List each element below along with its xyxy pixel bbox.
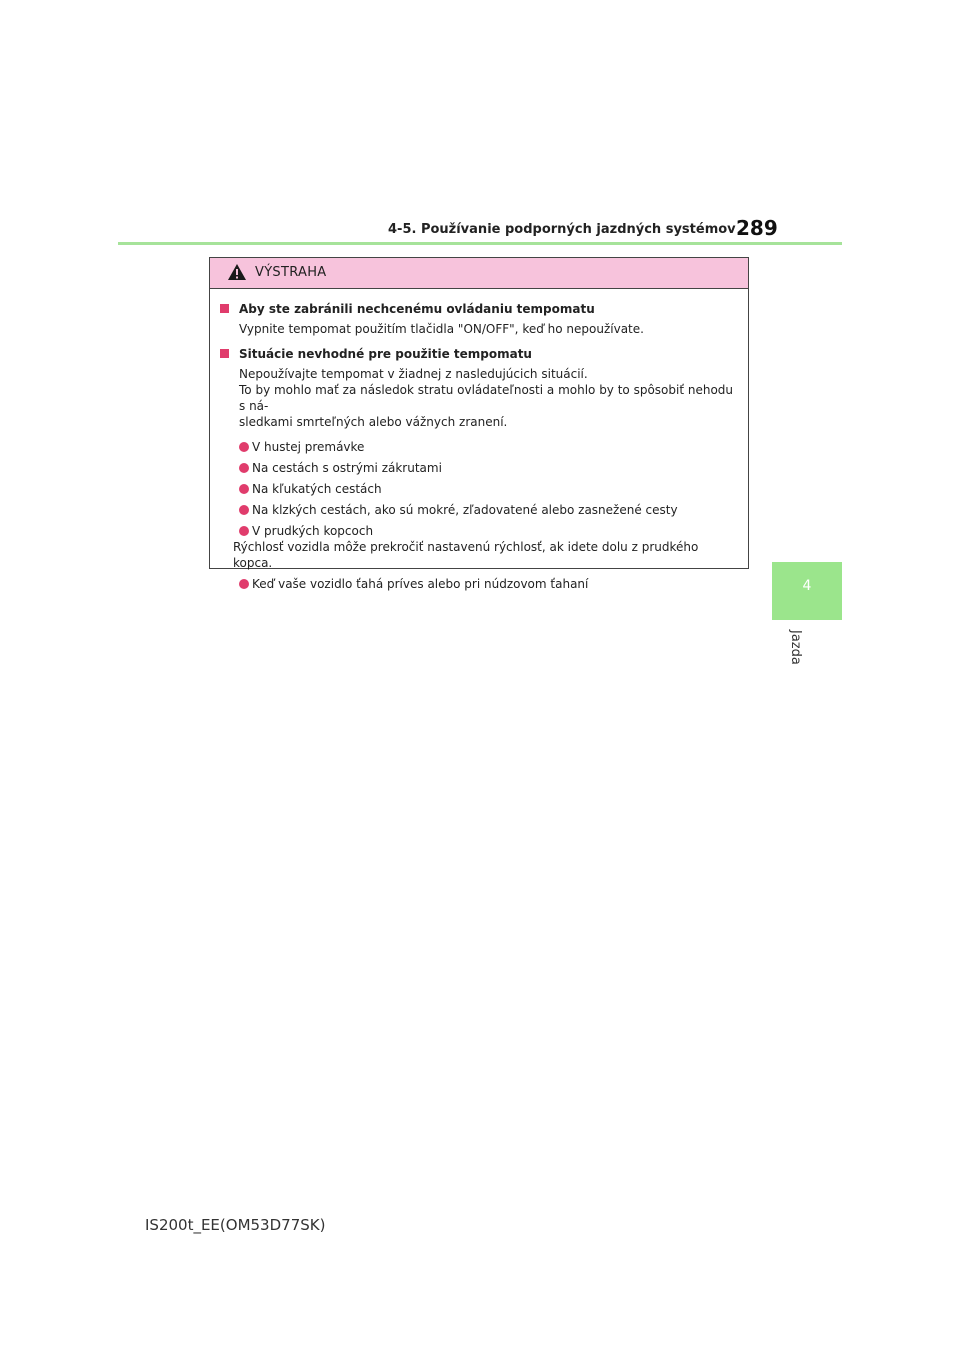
section-text — [220, 321, 740, 337]
list-item-text: Na klzkých cestách, ako sú mokré, zľadovatené alebo zasnežené cesty — [252, 503, 678, 517]
list-item — [220, 439, 740, 455]
chapter-tab — [772, 562, 842, 620]
chapter-number: 4 — [802, 578, 812, 594]
list-item-text: Keď vaše vozidlo ťahá príves alebo pri núdzovom ťahaní — [252, 577, 589, 591]
list-item-text: V hustej premávke — [252, 440, 365, 454]
chapter-label: Jazda — [788, 630, 803, 665]
warning-body — [210, 289, 748, 592]
round-bullet-icon — [239, 463, 249, 473]
section-heading — [220, 301, 740, 317]
list-item — [220, 460, 740, 476]
list-item-text: Na kľukatých cestách — [252, 482, 382, 496]
section-heading-text: Aby ste zabránili nechcenému ovládaniu tempomatu — [239, 302, 595, 316]
model-code: IS200t_EE(OM53D77SK) — [145, 1216, 326, 1234]
round-bullet-icon — [239, 442, 249, 452]
list-item — [220, 481, 740, 497]
square-bullet-icon — [220, 349, 229, 358]
square-bullet-icon — [220, 304, 229, 313]
text-line: sledkami smrteľných alebo vážnych zranení. — [239, 415, 508, 429]
section-heading — [220, 346, 740, 362]
warning-header — [210, 258, 748, 289]
page-number: 289 — [736, 216, 778, 240]
round-bullet-icon — [239, 484, 249, 494]
section-text — [220, 366, 740, 430]
list-item — [220, 502, 740, 518]
section-title: 4-5. Používanie podporných jazdných systémov — [388, 222, 736, 237]
section-heading-text: Situácie nevhodné pre použitie tempomatu — [239, 347, 532, 361]
list-item-subtext: Rýchlosť vozidla môže prekročiť nastavenú rýchlosť, ak idete dolu z prudkého kopca. — [233, 540, 699, 570]
list-item-text: Na cestách s ostrými zákrutami — [252, 461, 442, 475]
list-item — [220, 523, 740, 571]
warning-triangle-icon — [227, 263, 247, 285]
text-line: To by mohlo mať za následok stratu ovládateľnosti a mohlo by to spôsobiť nehodu s ná- — [239, 383, 734, 413]
list-item — [220, 576, 740, 592]
header-divider — [118, 242, 842, 245]
round-bullet-icon — [239, 505, 249, 515]
list-item-text: V prudkých kopcoch — [252, 524, 374, 538]
round-bullet-icon — [239, 579, 249, 589]
warning-title: VÝSTRAHA — [255, 265, 327, 280]
text-line: Vypnite tempomat použitím tlačidla "ON/OFF", keď ho nepoužívate. — [239, 322, 644, 336]
warning-box — [209, 257, 749, 591]
round-bullet-icon — [239, 526, 249, 536]
text-line: Nepoužívajte tempomat v žiadnej z nasledujúcich situácií. — [239, 367, 588, 381]
